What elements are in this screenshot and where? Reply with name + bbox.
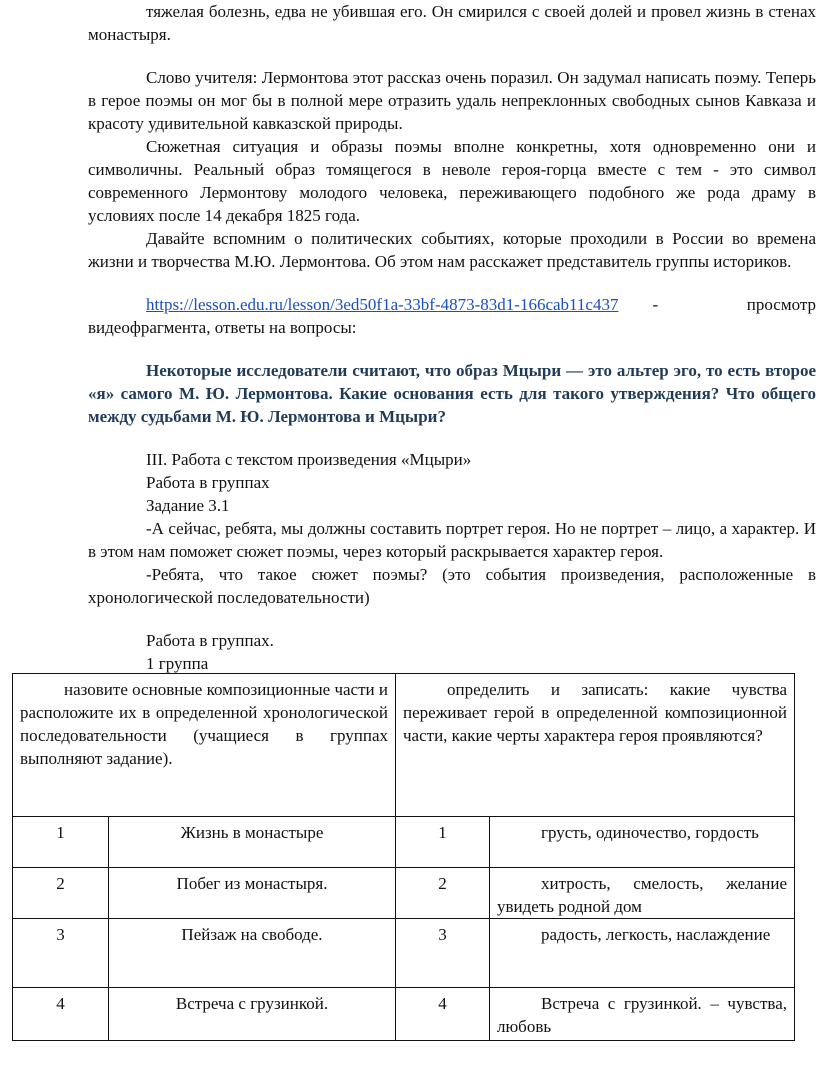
row-number-right: 1: [396, 817, 490, 868]
document-page: [88, 0, 816, 675]
table-header-left: назовите основные композиционные части и расположите их в определенной хронологической последовательности (учащиеся в группах выполняют задание).: [13, 674, 396, 817]
link-dash: -: [652, 295, 659, 314]
question-block: Некоторые исследователи считают, что образ Мцыри — это альтер эго, то есть второе «я» самого М. Ю. Лермонтова. Какие основания есть для такого утверждения? Что общего между судьбами М. Ю. Лермонтова и Мцыри?: [88, 361, 816, 426]
row-number: 1: [13, 817, 109, 868]
table-header-row: [13, 674, 795, 817]
hero-feelings: радость, легкость, наслаждение: [490, 919, 795, 988]
link-block: [88, 293, 816, 339]
row-number-right: 3: [396, 919, 490, 988]
teacher-statement: -А сейчас, ребята, мы должны составить портрет героя. Но не портрет – лицо, а характер. И в этом нам поможет сюжет поэмы, через который раскрывается характер героя.: [88, 519, 816, 561]
paragraph-monastery: тяжелая болезнь, едва не убившая его. Он смирился с своей долей и провел жизнь в стенах монастыря.: [88, 2, 816, 44]
paragraph-teacher-word: Слово учителя: Лермонтова этот рассказ очень поразил. Он задумал написать поэму. Теперь в герое поэмы он мог бы в полной мере отразить удаль непреклонных свободных сынов Кавказа и красоту удивительной кавказской природы.: [88, 68, 816, 133]
table-row: [13, 868, 795, 919]
paragraph-political-events: Давайте вспомним о политических событиях, которые проходили в России во времена жизни и творчества М.Ю. Лермонтова. Об этом нам расскажет представитель группы историков.: [88, 229, 816, 271]
link-after-text-2: видеофрагмента, ответы на вопросы:: [88, 318, 357, 337]
section-title: III. Работа с текстом произведения «Мцыри»: [146, 450, 472, 469]
task-label: Задание 3.1: [146, 496, 230, 515]
table-row: [13, 817, 795, 868]
section-subtitle: Работа в группах: [146, 473, 270, 492]
composition-part: Жизнь в монастыре: [109, 817, 396, 868]
section-block: [88, 448, 816, 675]
row-number: 4: [13, 988, 109, 1041]
group-label: 1 группа: [146, 654, 209, 673]
paragraph-plot-situation: Сюжетная ситуация и образы поэмы вполне конкретны, хотя одновременно они и символичны. Реальный образ томящегося в неволе героя-горца вместе с тем - это символ современного Лермонтову молодого человека, переживающего подобного же рода драму в условиях после 14 декабря 1825 года.: [88, 137, 816, 225]
row-number: 2: [13, 868, 109, 919]
row-number: 3: [13, 919, 109, 988]
row-number-right: 4: [396, 988, 490, 1041]
hero-feelings: грусть, одиночество, гордость: [490, 817, 795, 868]
lesson-link[interactable]: https://lesson.edu.ru/lesson/3ed50f1a-33bf-4873-83d1-166cab11c437: [146, 295, 619, 314]
hero-feelings: хитрость, смелость, желание увидеть родной дом: [490, 868, 795, 919]
table-row: [13, 988, 795, 1041]
table-header-right: определить и записать: какие чувства переживает герой в определенной композиционной части, какие черты характера героя проявляются?: [396, 674, 795, 817]
hero-feelings: Встреча с грузинкой. – чувства, любовь: [490, 988, 795, 1041]
link-after-text: просмотр: [746, 295, 816, 314]
composition-part: Встреча с грузинкой.: [109, 988, 396, 1041]
composition-part: Пейзаж на свободе.: [109, 919, 396, 988]
teacher-question: -Ребята, что такое сюжет поэмы? (это события произведения, расположенные в хронологической последовательности): [88, 565, 816, 607]
row-number-right: 2: [396, 868, 490, 919]
composition-part: Побег из монастыря.: [109, 868, 396, 919]
composition-table: [12, 673, 795, 1041]
table-row: [13, 919, 795, 988]
group-work-label: Работа в группах.: [146, 631, 274, 650]
